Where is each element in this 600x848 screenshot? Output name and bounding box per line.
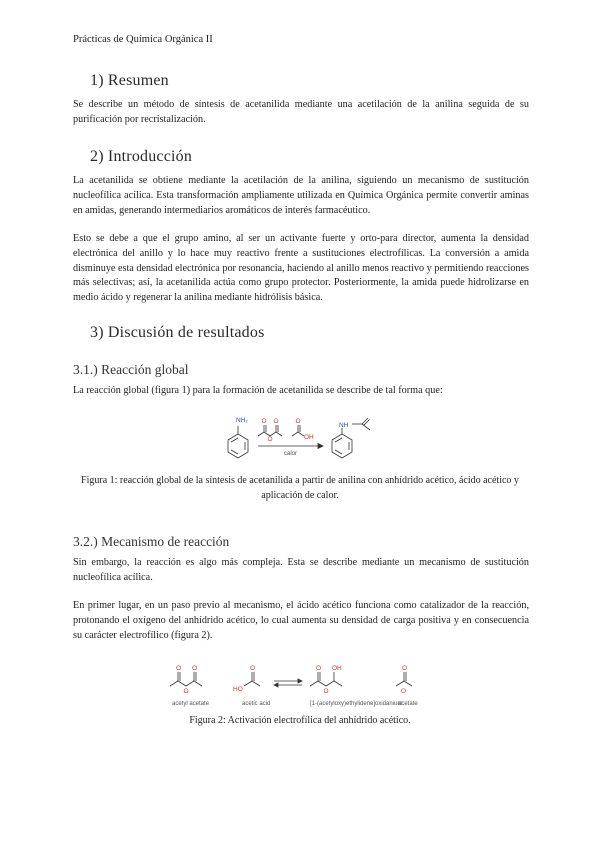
oxygen-label: O <box>273 418 279 425</box>
arrow-label: calor <box>284 451 298 457</box>
oxygen-label: O <box>323 688 329 695</box>
running-head: Prácticas de Química Orgánica II <box>73 34 213 45</box>
compound-label: acetate <box>398 701 418 707</box>
paragraph-introduccion-1: La acetanilida se obtiene mediante la acetilación de la anilina, siguiendo un mecanismo de sustitución nucleofílica acílica. Esta transformación ampliamente utilizada en Química Orgánica permite convertir aminas en amidas, generando intermediarios aromáticos de interés farmacéutico. <box>73 175 529 216</box>
oxygen-label: O <box>316 665 322 672</box>
compound-label: acetyl acetate <box>172 701 210 707</box>
oxygen-label: O <box>402 665 408 672</box>
compound-label: acetic acid <box>242 701 271 707</box>
paragraph-mecanismo-1: Sin embargo, la reacción es algo más compleja. Esta se describe mediante un mecanismo de sustitución nucleofílica acílica. <box>73 557 529 583</box>
oxygen-label: O <box>250 665 256 672</box>
hydroxyl-label: HO <box>233 686 243 693</box>
section-heading-introduccion: 2) Introducción <box>90 148 193 165</box>
subsection-heading-reaccion-global: 3.1.) Reacción global <box>73 362 189 377</box>
section-heading-discusion: 3) Discusión de resultados <box>90 324 265 341</box>
figure-1-reaction-scheme <box>200 408 400 470</box>
acetic-acid-skeleton <box>292 432 304 436</box>
figure-2-activation-scheme <box>160 656 450 710</box>
nh2-label: NH₂ <box>236 417 248 424</box>
figure-1-caption: Figura 1: reacción global de la síntesis de acetanilida a partir de anilina con anhídrido acético, ácido acético y aplicación de calor. <box>81 475 519 501</box>
oxygen-label: O <box>261 418 267 425</box>
paragraph-mecanismo-2: En primer lugar, en un paso previo al mecanismo, el ácido acético funciona como catalizador de la reacción, protonando el oxígeno del anhídrido acético, lo cual aumenta su densidad de carga positiva y en consecuencia su carácter electrofílico (figura 2). <box>73 600 529 641</box>
paragraph-reaccion-global: La reacción global (figura 1) para la formación de acetanilida se describe de tal forma que: <box>73 385 443 396</box>
oxygen-label: O <box>192 665 198 672</box>
oxygen-label: O <box>183 688 189 695</box>
subsection-heading-mecanismo: 3.2.) Mecanismo de reacción <box>73 534 230 549</box>
compound-label: [1-(acetyloxy)ethylidene]oxidanium <box>310 701 403 707</box>
oxygen-label: O <box>176 665 182 672</box>
protonated-oxygen-label: OH <box>332 665 342 672</box>
paragraph-introduccion-2: Esto se debe a que el grupo amino, al ser un activante fuerte y orto-para director, aumenta la densidad electrónica del anillo y lo hace muy reactivo frente a sustituciones electrofílicas. La conversión a amida disminuye esta densidad electrónica por resonancia, haciendo al anillo menos reactivo y permitiendo reacciones más selectivas; así, la acetanilida actúa como grupo protector. Posteriormente, la amida puede hidrolizarse en medio ácido y regenerar la anilina mediante hidrólisis básica. <box>73 233 530 304</box>
paragraph-resumen: Se describe un método de síntesis de acetanilida mediante una acetilación de la anilina seguida de su purificación por recristalización. <box>73 99 529 125</box>
section-heading-resumen: 1) Resumen <box>90 72 169 89</box>
hydroxyl-label: OH <box>304 434 314 441</box>
figure-2-caption: Figura 2: Activación electrofílica del anhídrido acético. <box>189 715 411 726</box>
oxygen-label: O <box>295 418 301 425</box>
oxygen-label: O <box>267 436 273 443</box>
oxygen-label: O <box>401 688 407 695</box>
nh-label: NH <box>339 422 349 429</box>
